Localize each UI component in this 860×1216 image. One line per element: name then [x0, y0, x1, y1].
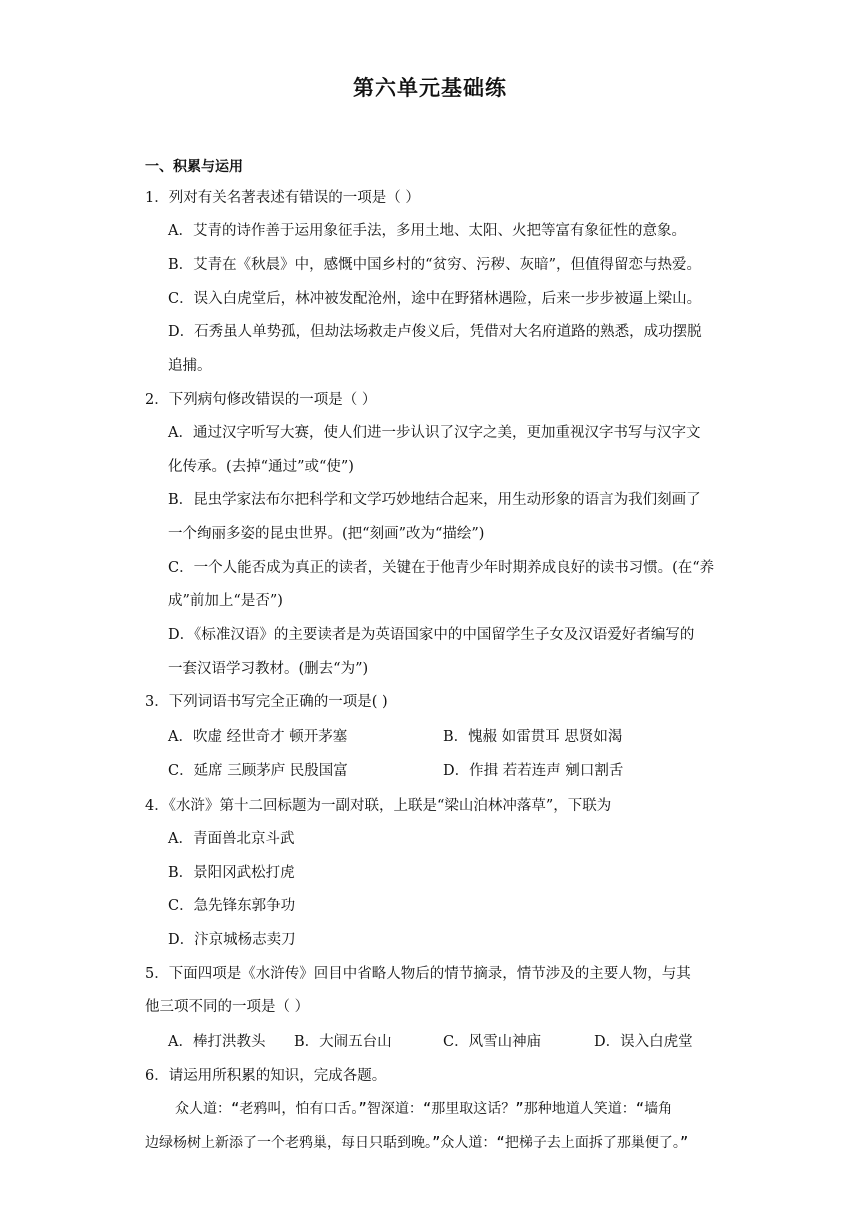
question-3-option-a: A．吹虚 经世奇才 顿开茅塞 — [168, 729, 348, 745]
passage-line-1: 众人道：“老鸦叫，怕有口舌。”智深道：“那里取这话？”那种地道人笑道：“墙角 — [175, 1101, 673, 1117]
page-title: 第六单元基础练 — [353, 76, 507, 100]
question-3-option-b: B．愧赧 如雷贯耳 思贤如渴 — [443, 729, 623, 745]
question-1-option-d-cont: 追捕。 — [168, 358, 212, 374]
section-heading: 一、积累与运用 — [145, 159, 243, 175]
question-5-stem: 5．下面四项是《水浒传》回目中省略人物后的情节摘录，情节涉及的主要人物，与其 — [145, 966, 691, 982]
question-1-option-a: A．艾青的诗作善于运用象征手法，多用土地、太阳、火把等富有象征性的意象。 — [168, 223, 686, 239]
question-5-option-a: A．棒打洪教头 — [168, 1034, 266, 1050]
question-2-option-a: A．通过汉字听写大赛，使人们进一步认识了汉字之美，更加重视汉字书写与汉字文 — [168, 425, 701, 441]
question-2-option-b: B．昆虫学家法布尔把科学和文学巧妙地结合起来，用生动形象的语言为我们刻画了 — [168, 492, 701, 508]
question-2-option-d: D．《标准汉语》的主要读者是为英语国家中的中国留学生子女及汉语爱好者编写的 — [168, 627, 695, 643]
question-4-stem: 4．《水浒》第十二回标题为一副对联，上联是“梁山泊林冲落草”，下联为 — [145, 798, 612, 814]
question-3-stem: 3．下列词语书写完全正确的一项是( ) — [145, 694, 388, 710]
question-6-stem: 6．请运用所积累的知识，完成各题。 — [145, 1068, 387, 1084]
question-1-stem: 1．列对有关名著表述有错误的一项是（ ） — [145, 190, 420, 206]
question-4-option-d: D．汴京城杨志卖刀 — [168, 932, 296, 948]
question-2-option-b-cont: 一个绚丽多姿的昆虫世界。(把“刻画”改为“描绘”) — [168, 526, 485, 542]
question-4-option-c: C．急先锋东郭争功 — [168, 898, 296, 914]
question-2-option-a-cont: 化传承。(去掉“通过”或“使”) — [168, 459, 354, 475]
question-1-option-b: B．艾青在《秋晨》中，感慨中国乡村的“贫穷、污秽、灰暗”，但值得留恋与热爱。 — [168, 257, 701, 273]
question-5-option-d: D．误入白虎堂 — [594, 1034, 693, 1050]
question-2-option-c: C．一个人能否成为真正的读者，关键在于他青少年时期养成良好的读书习惯。(在“养 — [168, 560, 715, 576]
question-5-option-c: C．风雪山神庙 — [443, 1034, 542, 1050]
question-3-option-d: D．作揖 若若连声 剜口割舌 — [443, 763, 624, 779]
question-4-option-b: B．景阳冈武松打虎 — [168, 865, 295, 881]
question-2-stem: 2．下列病句修改错误的一项是（ ） — [145, 392, 377, 408]
question-2-option-c-cont: 成”前加上“是否”) — [168, 593, 283, 609]
question-4-option-a: A．青面兽北京斗武 — [168, 831, 295, 847]
question-5-stem-cont: 他三项不同的一项是（ ） — [145, 999, 310, 1015]
question-1-option-c: C．误入白虎堂后，林冲被发配沧州，途中在野猪林遇险，后来一步步被逼上梁山。 — [168, 291, 702, 307]
question-5-option-b: B．大闹五台山 — [294, 1034, 392, 1050]
question-2-option-d-cont: 一套汉语学习教材。(删去“为”) — [168, 661, 369, 677]
question-1-option-d: D．石秀虽人单势孤，但劫法场救走卢俊义后，凭借对大名府道路的熟悉，成功摆脱 — [168, 324, 702, 340]
passage-line-2: 边绿杨树上新添了一个老鸦巢，每日只聒到晚。”众人道：“把梯子去上面拆了那巢便了。” — [145, 1135, 689, 1151]
question-3-option-c: C．延席 三顾茅庐 民殷国富 — [168, 763, 348, 779]
